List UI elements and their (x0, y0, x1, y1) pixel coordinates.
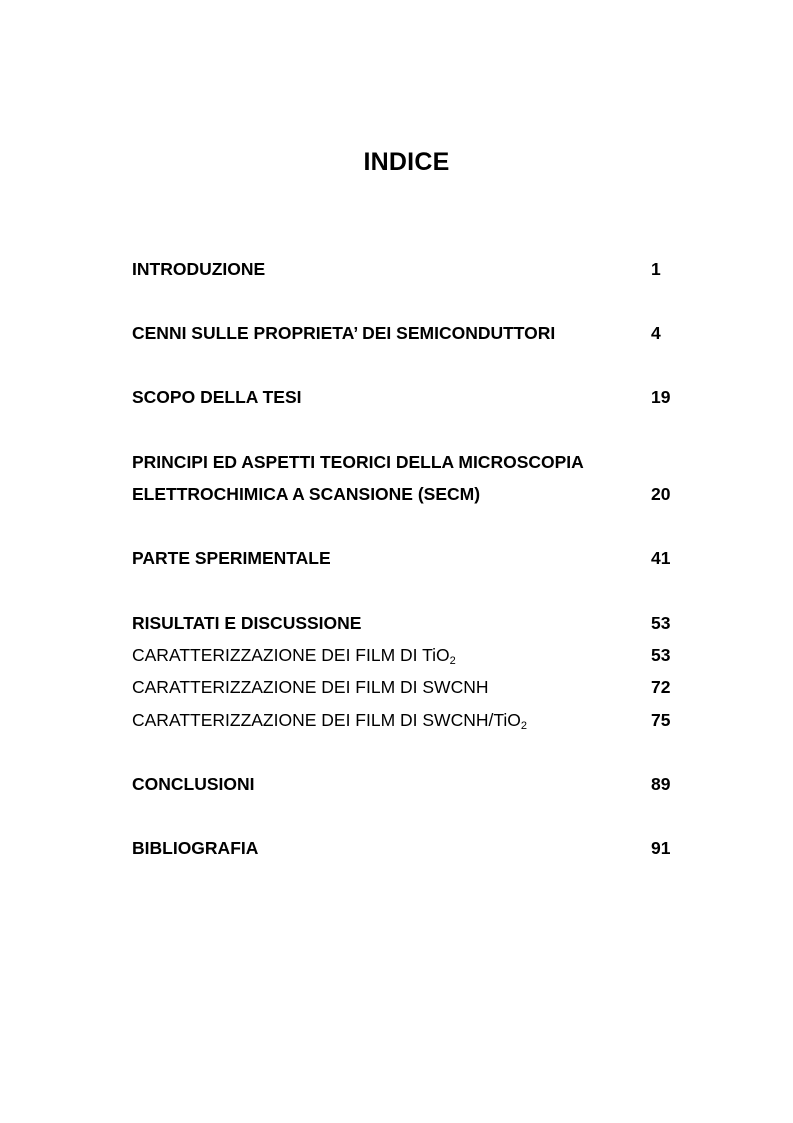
toc-entry-page: 75 (651, 710, 671, 730)
toc-subentry-tio2[interactable] (132, 644, 672, 666)
toc-entry-page: 1 (651, 259, 661, 279)
toc-entry-label (132, 709, 527, 731)
page-title: INDICE (363, 148, 450, 176)
toc-entry-label: SCOPO DELLA TESI (132, 387, 302, 407)
toc-entry-label (132, 644, 456, 666)
toc-entry-page: 53 (651, 645, 671, 665)
toc-entry-principi-line2[interactable] (132, 483, 672, 505)
toc-entry-label: PARTE SPERIMENTALE (132, 548, 331, 568)
toc-entry-cenni[interactable] (132, 322, 672, 344)
toc-entry-risultati[interactable] (132, 612, 672, 634)
toc-entry-label: RISULTATI E DISCUSSIONE (132, 613, 362, 633)
toc-entry-label: CARATTERIZZAZIONE DEI FILM DI SWCNH (132, 677, 489, 697)
toc-entry-page: 4 (651, 323, 661, 343)
toc-entry-page: 91 (651, 838, 671, 858)
toc-entry-introduzione[interactable] (132, 258, 672, 280)
toc-entry-page: 89 (651, 774, 671, 794)
toc-entry-label: CENNI SULLE PROPRIETA’ DEI SEMICONDUTTORI (132, 323, 556, 343)
toc-entry-page: 41 (651, 548, 671, 568)
subscript: 2 (449, 655, 456, 667)
toc-entry-label: CONCLUSIONI (132, 774, 255, 794)
toc-entry-label: BIBLIOGRAFIA (132, 838, 259, 858)
toc-entry-page: 53 (651, 613, 671, 633)
toc-entry-page: 20 (651, 484, 671, 504)
toc-entry-page: 72 (651, 677, 671, 697)
toc-entry-label-text: CARATTERIZZAZIONE DEI FILM DI SWCNH/TiO (132, 710, 521, 730)
toc-entry-conclusioni[interactable] (132, 773, 672, 795)
toc-entry-parte-sperimentale[interactable] (132, 547, 672, 569)
toc-entry-label: ELETTROCHIMICA A SCANSIONE (SECM) (132, 484, 481, 504)
toc-entry-label-text: CARATTERIZZAZIONE DEI FILM DI TiO (132, 645, 450, 665)
toc-entry-scopo[interactable] (132, 386, 672, 408)
toc-subentry-swcnh-tio2[interactable] (132, 709, 672, 731)
toc-entry-page: 19 (651, 387, 671, 407)
toc-subentry-swcnh[interactable] (132, 676, 672, 698)
toc-entry-bibliografia[interactable] (132, 837, 672, 859)
toc-entry-label: INTRODUZIONE (132, 259, 266, 279)
toc-entry-principi-line1[interactable] (132, 451, 672, 473)
toc-entry-label: PRINCIPI ED ASPETTI TEORICI DELLA MICROSCOPIA (132, 452, 584, 472)
subscript: 2 (520, 720, 528, 732)
